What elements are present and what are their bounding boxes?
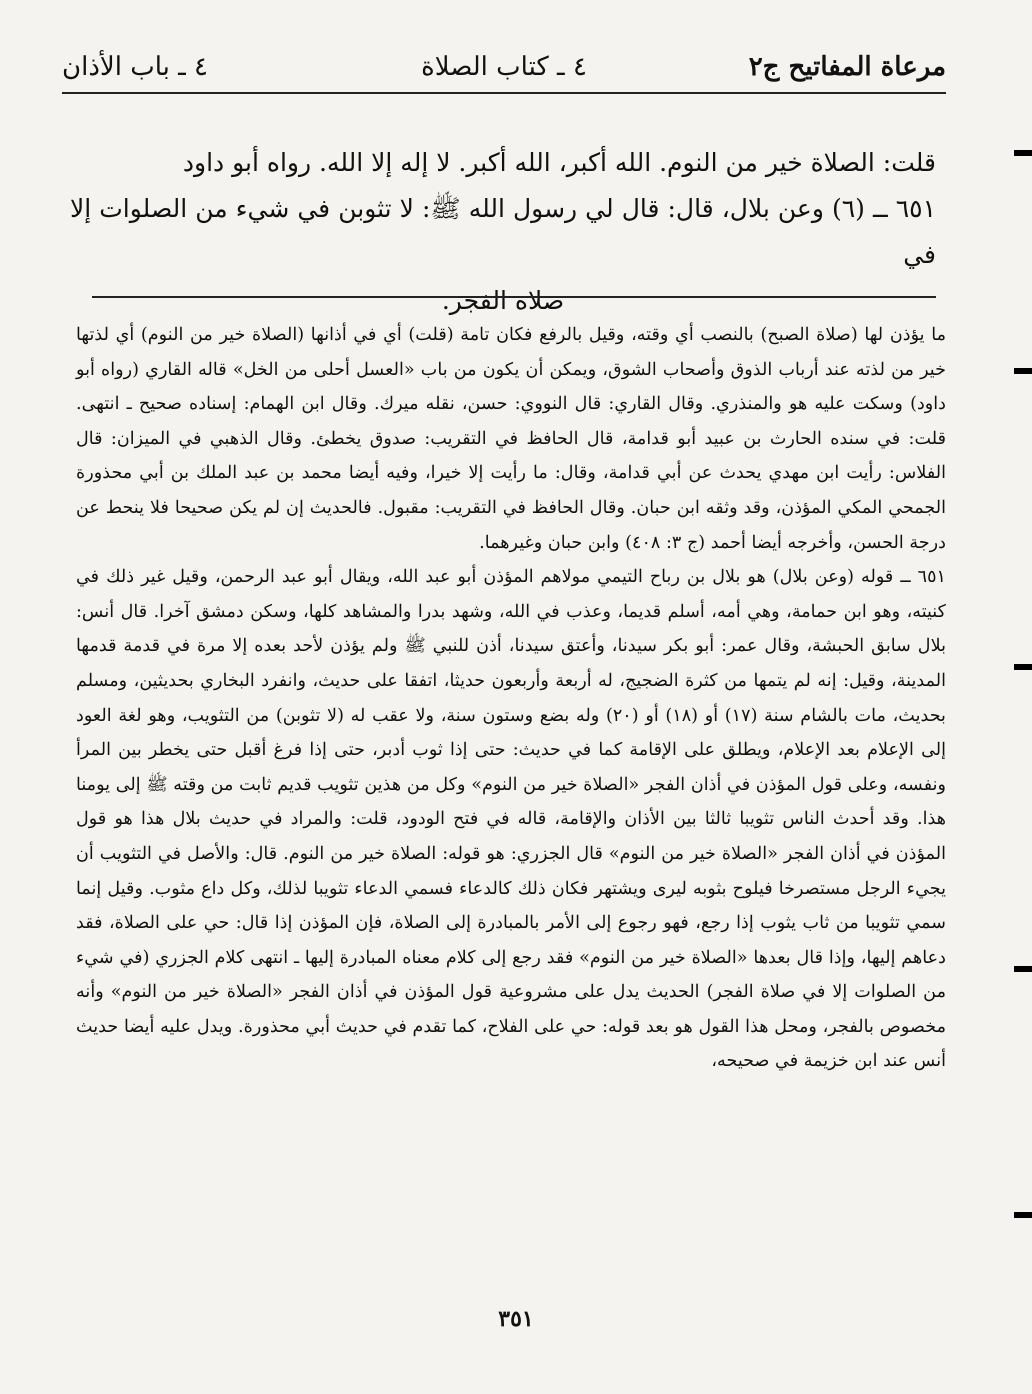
section-title: ٤ ـ باب الأذان: [62, 52, 208, 82]
running-header: [62, 48, 946, 94]
margin-mark: [1014, 1212, 1032, 1218]
book-chapter: ٤ ـ كتاب الصلاة: [421, 52, 587, 82]
section-divider: [92, 296, 936, 298]
hadith-line-1: قلت: الصلاة خير من النوم. الله أكبر، الله أكبر. لا إله إلا الله. رواه أبو داود: [182, 148, 936, 177]
margin-mark: [1014, 664, 1032, 670]
hadith-line-3: صلاة الفجر.: [441, 286, 565, 315]
book-title: مرعاة المفاتيح ج٢: [748, 52, 946, 82]
commentary-paragraph-1: ما يؤذن لها (صلاة الصبح) بالنصب أي وقته، وقيل بالرفع فكان تامة (قلت) أي في أذانها (الصلاة خير من النوم) أي لذتها خير من لذته عند أرباب الذوق وأصحاب الشوق، ويمكن أن يكون من باب «العسل أحلى من الخل» قاله القاري (رواه أبو داود) وسكت عليه هو والمنذري. وقال القاري: قال النووي: حسن، نقله ميرك. وقال ابن الهمام: إسناده صحيح ـ انتهى. قلت: في سنده الحارث بن عبيد أبو قدامة، قال الحافظ في التقريب: صدوق يخطئ. وقال الذهبي في الميزان: قال الفلاس: رأيت ابن مهدي يحدث عن أبي قدامة، وقال: ما رأيت إلا خيرا، وفيه أيضا محمد بن عبد الملك بن أبي محذورة الجمحي المكي المؤذن، وقد وثقه ابن حبان. وقال الحافظ في التقريب: مقبول. فالحديث إن لم يكن صحيحا فلا ينحط عن درجة الحسن، وأخرجه أيضا أحمد (ج ٣: ٤٠٨) وابن حبان وغيرهما.: [76, 325, 946, 553]
margin-mark: [1014, 966, 1032, 972]
margin-mark: [1014, 368, 1032, 374]
page-number: ٣٥١: [498, 1306, 534, 1332]
hadith-line-2: ٦٥١ ــ (٦) وعن بلال، قال: قال لي رسول الله ﷺ: لا تثوبن في شيء من الصلوات إلا في: [70, 194, 937, 269]
margin-mark: [1014, 150, 1032, 156]
commentary-paragraph-2: ٦٥١ ــ قوله (وعن بلال) هو بلال بن رباح التيمي مولاهم المؤذن أبو عبد الله، ويقال أبو عبد الرحمن، وقيل غير ذلك في كنيته، وهو ابن حمامة، وهي أمه، أسلم قديما، وعذب في الله، وشهد بدرا والمشاهد كلها، وسكن دمشق آخرا. قال أنس: بلال سابق الحبشة، وقال عمر: أبو بكر سيدنا، وأعتق سيدنا، أذن للنبي ﷺ ولم يؤذن لأحد بعده إلا مرة في قدمة قدمها المدينة، وقيل: إنه لم يتمها من كثرة الضجيج، له أربعة وأربعون حديثا، اتفقا على حديث، وانفرد البخاري بحديثين، ومسلم بحديث، مات بالشام سنة (١٧) أو (١٨) أو (٢٠) وله بضع وستون سنة، ولا عقب له (لا تثوبن) من التثويب، وهو لغة العود إلى الإعلام بعد الإعلام، ويطلق على الإقامة كما في حديث: حتى إذا ثوب أدبر، حتى إذا فرغ أقبل حتى يخطر بين المرأ ونفسه، وعلى قول المؤذن في أذان الفجر «الصلاة خير من النوم» وكل من هذين تثويب قديم ثابت من وقته ﷺ إلى يومنا هذا. وقد أحدث الناس تثويبا ثالثا بين الأذان والإقامة، قاله في فتح الودود، قلت: والمراد في حديث بلال هذا هو قول المؤذن في أذان الفجر «الصلاة خير من النوم» قال الجزري: هو قوله: الصلاة خير من النوم. قال: والأصل في التثويب أن يجيء الرجل مستصرخا فيلوح بثوبه ليرى ويشتهر فكان ذلك كالدعاء فسمي الدعاء تثويبا لذلك، وكل داع مثوب. وقيل إنما سمي تثويبا من ثاب يثوب إذا رجع، فهو رجوع إلى الأمر بالمبادرة إلى الصلاة، فإن المؤذن إذا قال: حي على الصلاة، فقد دعاهم إليها، وإذا قال بعدها «الصلاة خير من النوم» فقد رجع إلى كلام معناه المبادرة إليها ـ انتهى كلام الجزري (في شيء من الصلوات إلا في صلاة الفجر) الحديث يدل على مشروعية قول المؤذن في أذان الفجر «الصلاة خير من النوم» وأنه مخصوص بالفجر، ومحل هذا القول هو بعد قوله: حي على الفلاح، كما تقدم في حديث أبي محذورة. ويدل عليه أيضا حديث أنس عند ابن خزيمة في صحيحه،: [76, 567, 946, 1072]
commentary-text: [76, 318, 946, 1079]
